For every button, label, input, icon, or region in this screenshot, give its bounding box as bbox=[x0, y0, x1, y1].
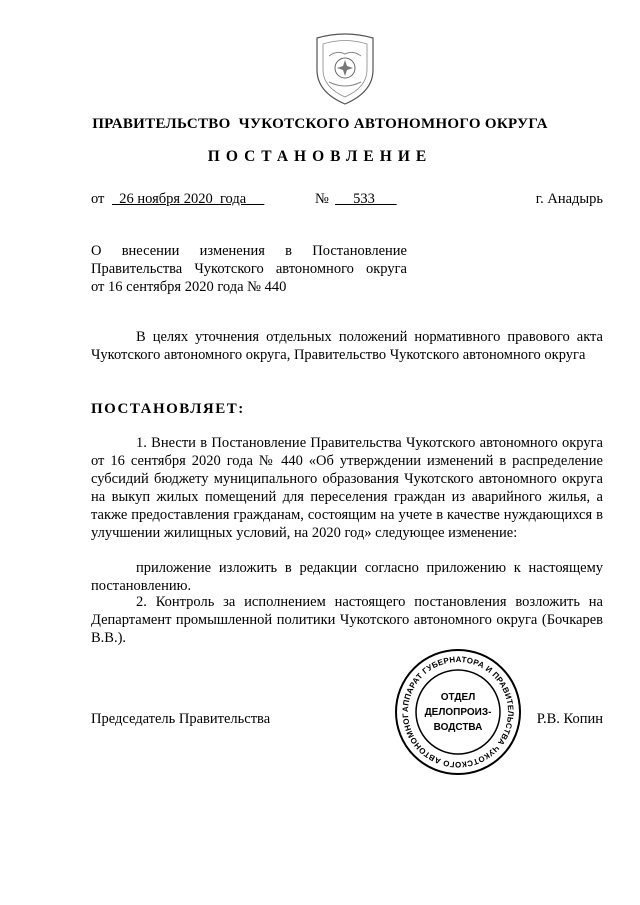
document-subject bbox=[91, 242, 407, 296]
item-1-paragraph: 1. Внести в Постановление Правительства Чукотского автономного округа от 16 сентября 2020 года № 440 «Об утверждении изменений в распределение субсидий бюджету муниципального образования Чукотского автономного округа на выкуп жилых помещений для переселения граждан из аварийного жилья, а также предоставления гражданам, состоящим на учете в качестве нуждающихся в улучшении жилищных условий, на 2020 год» следующее изменение: bbox=[91, 435, 603, 541]
number-prefix: № bbox=[315, 191, 329, 207]
document-type-title: ПОСТАНОВЛЕНИЕ bbox=[207, 148, 433, 165]
subject-line: О внесении изменения в Постановление bbox=[91, 243, 407, 259]
stamp-ring-text: АППАРАТ ГУБЕРНАТОРА И ПРАВИТЕЛЬСТВА ЧУКОТСКОГО АВТОНОМНОГ bbox=[400, 654, 516, 770]
office-stamp bbox=[394, 648, 522, 776]
signer-name: Р.В. Копин bbox=[536, 711, 603, 727]
resolves-heading: ПОСТАНОВЛЯЕТ: bbox=[91, 401, 245, 417]
government-title: ПРАВИТЕЛЬСТВО ЧУКОТСКОГО АВТОНОМНОГО ОКРУГА bbox=[92, 116, 548, 132]
stamp-center-line: ОТДЕЛ bbox=[440, 692, 476, 703]
stamp-center-line: ВОДСТВА bbox=[433, 722, 483, 733]
date-prefix: от bbox=[91, 191, 105, 207]
item-2-paragraph: 2. Контроль за исполнением настоящего постановления возложить на Департамент промышленной политики Чукотского автономного округа (Бочкарев В.В.). bbox=[91, 594, 603, 646]
document-date: 26 ноября 2020 года bbox=[112, 191, 265, 207]
document-number: 533 bbox=[335, 191, 397, 207]
signer-position: Председатель Правительства bbox=[91, 711, 271, 727]
coat-of-arms-icon bbox=[309, 30, 381, 106]
document-meta bbox=[91, 191, 603, 211]
stamp-center-line: ДЕЛОПРОИЗ- bbox=[424, 707, 492, 718]
subject-line: от 16 сентября 2020 года № 440 bbox=[91, 279, 287, 295]
item-1-sub-paragraph: приложение изложить в редакции согласно приложению к настоящему постановлению. bbox=[91, 560, 603, 594]
subject-line: Правительства Чукотского автономного округа bbox=[91, 261, 407, 277]
preamble-paragraph: В целях уточнения отдельных положений нормативного правового акта Чукотского автономного округа, Правительство Чукотского автономного округа bbox=[91, 329, 603, 363]
document-city: г. Анадырь bbox=[535, 191, 603, 207]
